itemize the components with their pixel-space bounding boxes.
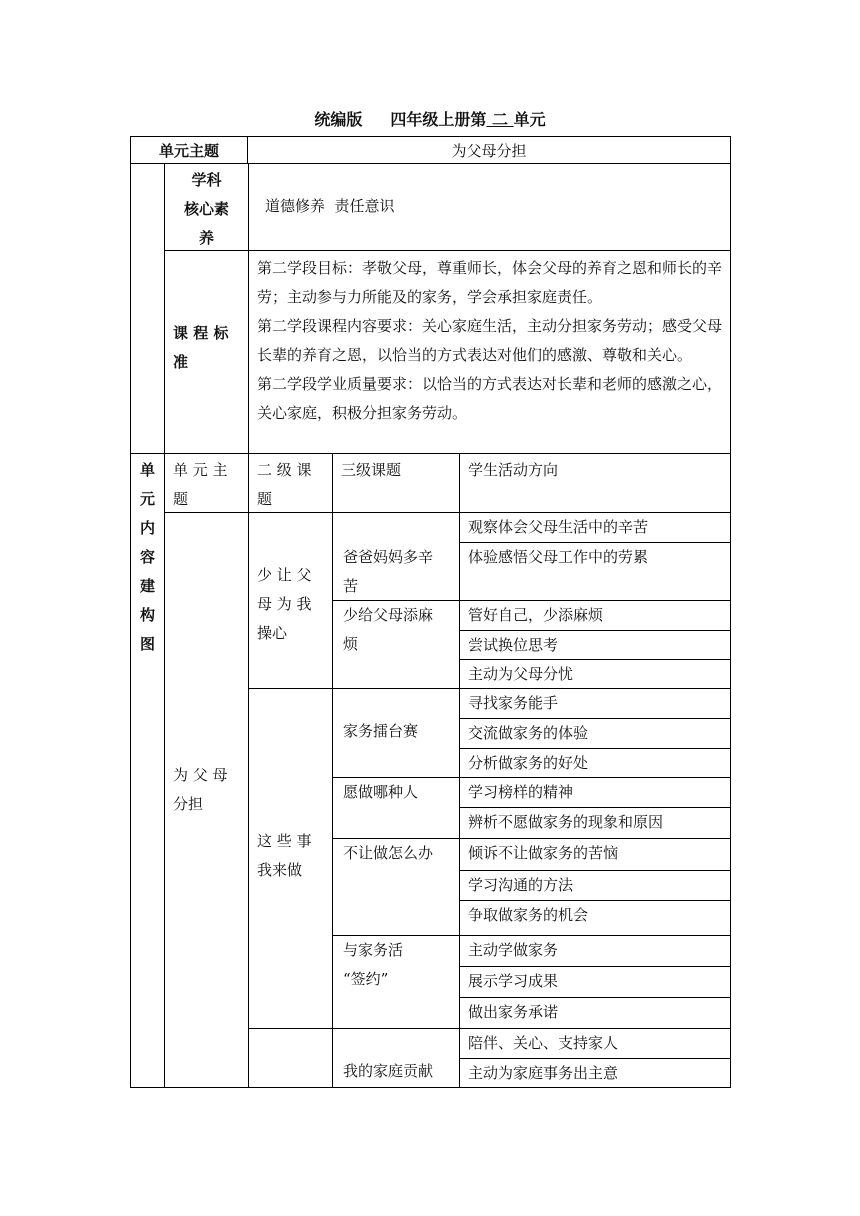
activity-10-text: 倾诉不让做家务的苦恼	[468, 844, 619, 862]
activity-13	[459, 935, 731, 967]
activity-16	[459, 1028, 731, 1059]
activity-14-text: 展示学习成果	[468, 972, 559, 990]
activity-8	[459, 777, 731, 808]
standard-label	[164, 250, 249, 454]
activity-7-text: 分析做家务的好处	[468, 754, 589, 772]
activity-2-text: 管好自己，少添麻烦	[468, 606, 604, 624]
core-label-text: 学科 核心素 养	[183, 171, 229, 247]
structure-side-label-text: 单 元 内 容 建 构 图	[139, 461, 155, 653]
activity-6-text: 交流做家务的体验	[468, 724, 589, 742]
l2-topic-0	[248, 512, 333, 689]
theme-cell	[164, 512, 249, 1088]
activity-16-text: 陪伴、关心、支持家人	[468, 1034, 619, 1052]
activity-12	[459, 900, 731, 936]
standard-label-text: 课 程 标 准	[173, 324, 229, 371]
activity-17-text: 主动为家庭事务出主意	[468, 1064, 619, 1082]
col-header-2	[332, 453, 460, 513]
activity-14	[459, 966, 731, 998]
activity-9-text: 辨析不愿做家务的现象和原因	[468, 813, 664, 831]
activity-10	[459, 838, 731, 871]
core-label	[164, 163, 249, 251]
activity-17	[459, 1058, 731, 1088]
activity-8-text: 学习榜样的精神	[468, 783, 574, 801]
col-header-2-text: 三级课题	[341, 461, 402, 479]
activity-11-text: 学习沟通的方法	[468, 876, 574, 894]
activity-13-text: 主动学做家务	[468, 941, 559, 959]
unit-word: 单元	[513, 110, 546, 129]
col-header-3	[459, 453, 731, 513]
activity-3	[459, 630, 731, 660]
l2-topic-0-text: 少 让 父 母 为 我 操心	[257, 566, 312, 642]
l3-topic-6-text: 我的家庭贡献	[343, 1062, 434, 1080]
l3-topic-0-text: 爸爸妈妈多辛 苦	[343, 548, 434, 595]
l3-topic-5	[332, 935, 460, 1029]
activity-5	[459, 688, 731, 719]
l3-topic-4-text: 不让做怎么办	[343, 844, 434, 862]
activity-15-text: 做出家务承诺	[468, 1003, 559, 1021]
left-blank	[130, 163, 165, 454]
activity-1	[459, 542, 731, 601]
activity-12-text: 争取做家务的机会	[468, 906, 589, 924]
activity-9	[459, 807, 731, 839]
activity-1-text: 体验感悟父母工作中的劳累	[468, 548, 649, 566]
col-header-0	[164, 453, 249, 513]
col-header-0-text: 单 元 主 题	[173, 461, 228, 508]
standard-text-text: 第二学段目标：孝敬父母，尊重师长，体会父母的养育之恩和师长的辛劳；主动参与力所能及的家务，学会承担家庭责任。 第二学段课程内容要求：关心家庭生活，主动分担家务劳动；感受父母长辈的养育之恩，以恰当的方式表达对他们的感激、尊敬和关心。 第二学段学业质量要求：以恰当的方式表达对长辈和老师的感激之心，关心家庭，积极分担家务劳动。	[257, 259, 723, 422]
core-value	[248, 163, 731, 251]
grade: 四年级上册第	[390, 110, 487, 129]
l2-topic-1	[248, 688, 333, 1029]
activity-5-text: 寻找家务能手	[468, 694, 559, 712]
page-title	[0, 107, 860, 130]
l3-topic-2	[332, 688, 460, 778]
edition: 统编版	[314, 110, 363, 129]
activity-6	[459, 718, 731, 749]
unit-theme-label-text: 单元主题	[158, 142, 219, 160]
col-header-3-text: 学生活动方向	[468, 461, 559, 479]
structure-side-label	[130, 453, 165, 1088]
core-value-text: 道德修养 责任意识	[265, 197, 395, 215]
l3-topic-1	[332, 600, 460, 689]
activity-4	[459, 659, 731, 689]
l3-topic-3-text: 愿做哪种人	[343, 783, 419, 801]
unit-theme-value-text: 为父母分担	[451, 142, 527, 160]
standard-text	[248, 250, 731, 454]
unit-theme-label	[130, 136, 248, 164]
l3-topic-4	[332, 838, 460, 936]
activity-3-text: 尝试换位思考	[468, 636, 559, 654]
unit-theme-value	[247, 136, 731, 164]
activity-0	[459, 512, 731, 543]
activity-15	[459, 997, 731, 1029]
activity-0-text: 观察体会父母生活中的辛苦	[468, 518, 649, 536]
activity-7	[459, 748, 731, 778]
activity-11	[459, 870, 731, 901]
activity-4-text: 主动为父母分忧	[468, 665, 574, 683]
theme-cell-text: 为 父 母 分担	[173, 766, 228, 813]
l3-topic-6	[332, 1028, 460, 1088]
activity-2	[459, 600, 731, 631]
l2-topic-1-text: 这 些 事 我来做	[257, 832, 312, 879]
unit-number: 二	[492, 110, 509, 129]
l3-topic-5-text: 与家务活 “签约”	[343, 941, 404, 988]
l3-topic-2-text: 家务擂台赛	[343, 722, 419, 740]
l3-topic-0	[332, 512, 460, 601]
l2-topic-2	[248, 1028, 333, 1088]
col-header-1-text: 二 级 课 题	[257, 461, 312, 508]
l3-topic-1-text: 少给父母添麻 烦	[343, 606, 434, 653]
l3-topic-3	[332, 777, 460, 839]
col-header-1	[248, 453, 333, 513]
